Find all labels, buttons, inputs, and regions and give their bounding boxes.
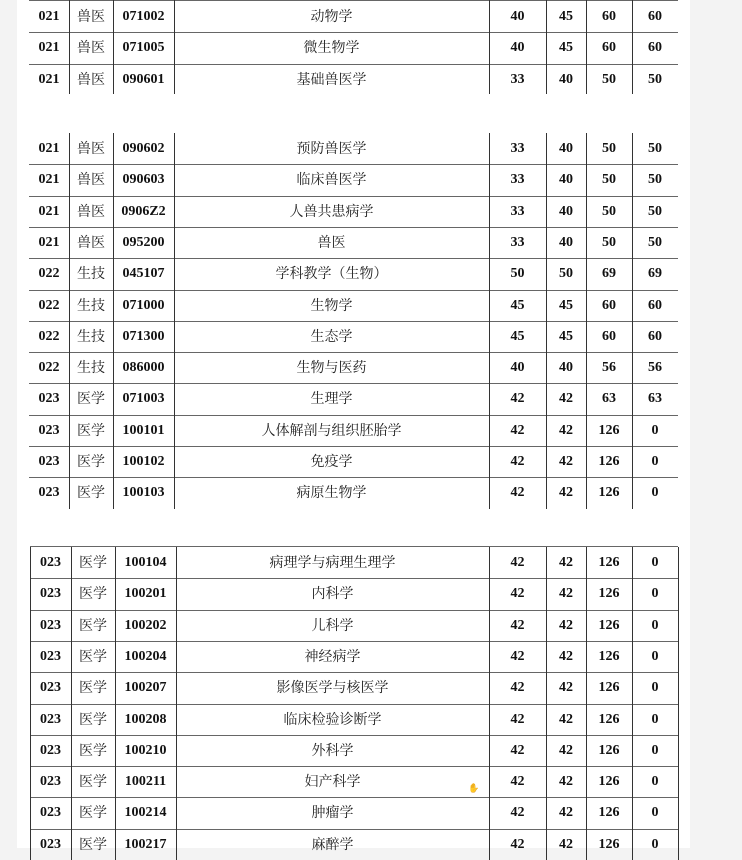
score-cell-1: 33 xyxy=(510,234,525,250)
score-cell-1: 42 xyxy=(510,422,525,438)
major-name-cell: 影像医学与核医学 xyxy=(276,679,389,696)
score-cell-2: 42 xyxy=(559,804,573,820)
score-cell-4: 0 xyxy=(651,453,659,469)
major-name-cell: 麻醉学 xyxy=(311,836,354,853)
table-row xyxy=(17,196,690,227)
score-cell-4: 0 xyxy=(651,422,659,438)
major-name-cell: 病理学与病理生理学 xyxy=(269,554,396,571)
score-cell-3: 50 xyxy=(602,71,616,87)
table-row xyxy=(17,415,690,446)
major-code-cell: 100207 xyxy=(124,679,167,695)
table-row xyxy=(17,64,690,95)
score-cell-4: 50 xyxy=(648,140,662,156)
dept-name-cell: 生技 xyxy=(77,297,105,314)
score-cell-1: 40 xyxy=(510,359,525,375)
dept-name-cell: 医学 xyxy=(79,711,107,728)
major-code-cell: 086000 xyxy=(122,359,165,375)
score-cell-4: 0 xyxy=(651,585,659,601)
major-name-cell: 妇产科学 xyxy=(304,773,361,790)
major-code-cell: 100204 xyxy=(124,648,167,664)
score-cell-4: 0 xyxy=(651,648,659,664)
table-section-2 xyxy=(17,133,690,509)
score-cell-1: 40 xyxy=(510,8,525,24)
table-row xyxy=(17,1,690,32)
score-cell-1: 42 xyxy=(510,711,525,727)
dept-code-cell: 021 xyxy=(38,171,60,187)
dept-code-cell: 023 xyxy=(40,804,61,820)
score-cell-1: 42 xyxy=(510,648,525,664)
dept-code-cell: 023 xyxy=(40,742,61,758)
major-code-cell: 100103 xyxy=(122,484,165,500)
table-row xyxy=(17,641,690,672)
dept-name-cell: 兽医 xyxy=(77,171,105,188)
major-name-cell: 生态学 xyxy=(310,328,353,345)
dept-code-cell: 022 xyxy=(38,359,60,375)
table-row xyxy=(17,547,690,578)
score-cell-2: 45 xyxy=(559,39,573,55)
score-cell-4: 0 xyxy=(651,484,659,500)
major-name-cell: 儿科学 xyxy=(311,617,354,634)
score-cell-3: 126 xyxy=(598,617,620,633)
dept-code-cell: 023 xyxy=(38,453,60,469)
dept-code-cell: 023 xyxy=(40,773,61,789)
major-code-cell: 071300 xyxy=(122,328,165,344)
score-cell-2: 50 xyxy=(559,265,573,281)
score-cell-4: 50 xyxy=(648,71,662,87)
table-row xyxy=(17,766,690,797)
major-name-cell: 生物与医药 xyxy=(296,359,367,376)
score-cell-2: 45 xyxy=(559,297,573,313)
dept-name-cell: 医学 xyxy=(77,453,105,470)
table-row xyxy=(17,797,690,828)
major-code-cell: 071000 xyxy=(122,297,165,313)
score-cell-2: 40 xyxy=(559,359,573,375)
score-cell-4: 0 xyxy=(651,836,659,852)
major-name-cell: 基础兽医学 xyxy=(296,71,367,88)
dept-code-cell: 023 xyxy=(40,836,61,852)
score-cell-1: 40 xyxy=(510,39,525,55)
dept-name-cell: 医学 xyxy=(79,804,107,821)
dept-code-cell: 021 xyxy=(38,140,60,156)
major-name-cell: 病原生物学 xyxy=(296,484,367,501)
major-name-cell: 临床检验诊断学 xyxy=(283,711,382,728)
dept-name-cell: 兽医 xyxy=(77,8,105,25)
score-cell-2: 42 xyxy=(559,585,573,601)
score-cell-2: 40 xyxy=(559,234,573,250)
score-cell-1: 42 xyxy=(510,679,525,695)
score-cell-2: 40 xyxy=(559,203,573,219)
dept-name-cell: 医学 xyxy=(79,648,107,665)
score-cell-1: 42 xyxy=(510,742,525,758)
score-cell-4: 0 xyxy=(651,617,659,633)
score-cell-1: 33 xyxy=(510,171,525,187)
major-code-cell: 071003 xyxy=(122,390,165,406)
score-cell-3: 126 xyxy=(598,453,620,469)
score-cell-2: 42 xyxy=(559,679,573,695)
major-code-cell: 095200 xyxy=(122,234,165,250)
table-row xyxy=(17,735,690,766)
score-cell-4: 0 xyxy=(651,773,659,789)
major-name-cell: 外科学 xyxy=(311,742,354,759)
dept-name-cell: 兽医 xyxy=(77,71,105,88)
dept-name-cell: 生技 xyxy=(77,359,105,376)
dept-code-cell: 023 xyxy=(40,554,61,570)
dept-name-cell: 医学 xyxy=(77,484,105,501)
score-cell-3: 60 xyxy=(602,39,616,55)
table-row xyxy=(17,578,690,609)
table-section-1 xyxy=(17,1,690,95)
table-row xyxy=(17,446,690,477)
score-cell-3: 50 xyxy=(602,140,616,156)
table-row xyxy=(17,704,690,735)
score-cell-3: 63 xyxy=(602,390,616,406)
dept-code-cell: 023 xyxy=(38,422,60,438)
score-cell-3: 126 xyxy=(598,554,620,570)
score-cell-3: 126 xyxy=(598,422,620,438)
score-cell-3: 50 xyxy=(602,203,616,219)
score-cell-1: 42 xyxy=(510,390,525,406)
score-cell-1: 42 xyxy=(510,617,525,633)
table-row xyxy=(17,321,690,352)
dept-code-cell: 023 xyxy=(38,484,60,500)
score-cell-2: 42 xyxy=(559,617,573,633)
score-cell-1: 33 xyxy=(510,71,525,87)
document-page xyxy=(17,0,690,853)
score-cell-2: 42 xyxy=(559,711,573,727)
score-cell-4: 0 xyxy=(651,742,659,758)
score-cell-2: 42 xyxy=(559,742,573,758)
dept-code-cell: 021 xyxy=(38,8,60,24)
score-cell-4: 50 xyxy=(648,203,662,219)
dept-code-cell: 022 xyxy=(38,297,60,313)
dept-code-cell: 021 xyxy=(38,39,60,55)
score-cell-3: 126 xyxy=(598,585,620,601)
table-row xyxy=(17,32,690,63)
major-code-cell: 0906Z2 xyxy=(121,203,166,219)
dept-name-cell: 医学 xyxy=(79,617,107,634)
score-cell-4: 0 xyxy=(651,711,659,727)
table-section-3 xyxy=(17,547,690,860)
major-code-cell: 100104 xyxy=(124,554,167,570)
dept-code-cell: 021 xyxy=(38,71,60,87)
major-code-cell: 100208 xyxy=(124,711,167,727)
table-row xyxy=(17,290,690,321)
major-code-cell: 100210 xyxy=(124,742,167,758)
score-cell-3: 126 xyxy=(598,711,620,727)
dept-name-cell: 医学 xyxy=(79,742,107,759)
score-cell-2: 42 xyxy=(559,773,573,789)
dept-code-cell: 023 xyxy=(40,679,61,695)
major-code-cell: 100102 xyxy=(122,453,165,469)
major-code-cell: 071005 xyxy=(122,39,165,55)
major-name-cell: 肿瘤学 xyxy=(311,804,354,821)
score-cell-1: 42 xyxy=(510,554,525,570)
table-row xyxy=(17,227,690,258)
dept-name-cell: 医学 xyxy=(79,836,107,853)
major-code-cell: 090602 xyxy=(122,140,165,156)
dept-name-cell: 生技 xyxy=(77,328,105,345)
score-cell-1: 45 xyxy=(510,297,525,313)
score-cell-3: 126 xyxy=(598,836,620,852)
major-code-cell: 100217 xyxy=(124,836,167,852)
score-cell-2: 42 xyxy=(559,836,573,852)
major-name-cell: 神经病学 xyxy=(304,648,361,665)
dept-name-cell: 医学 xyxy=(79,554,107,571)
dept-name-cell: 兽医 xyxy=(77,140,105,157)
table-row xyxy=(17,829,690,860)
score-cell-3: 126 xyxy=(598,804,620,820)
score-cell-2: 45 xyxy=(559,8,573,24)
table-row xyxy=(17,477,690,508)
table-row xyxy=(17,383,690,414)
score-cell-2: 40 xyxy=(559,71,573,87)
score-cell-4: 56 xyxy=(648,359,662,375)
major-name-cell: 人体解剖与组织胚胎学 xyxy=(261,422,402,439)
table-row xyxy=(17,672,690,703)
score-cell-2: 42 xyxy=(559,453,573,469)
dept-name-cell: 医学 xyxy=(77,390,105,407)
major-name-cell: 内科学 xyxy=(311,585,354,602)
score-cell-4: 60 xyxy=(648,328,662,344)
dept-code-cell: 022 xyxy=(38,265,60,281)
score-cell-2: 40 xyxy=(559,171,573,187)
major-code-cell: 100101 xyxy=(122,422,165,438)
score-cell-1: 42 xyxy=(510,804,525,820)
score-cell-1: 50 xyxy=(510,265,525,281)
score-cell-2: 45 xyxy=(559,328,573,344)
dept-code-cell: 023 xyxy=(40,585,61,601)
major-code-cell: 100201 xyxy=(124,585,167,601)
table-row xyxy=(17,610,690,641)
major-code-cell: 100211 xyxy=(124,773,167,789)
score-cell-4: 0 xyxy=(651,804,659,820)
major-name-cell: 免疫学 xyxy=(310,453,353,470)
score-cell-3: 60 xyxy=(602,297,616,313)
score-cell-3: 126 xyxy=(598,742,620,758)
score-cell-3: 69 xyxy=(602,265,616,281)
score-cell-3: 56 xyxy=(602,359,616,375)
score-cell-3: 60 xyxy=(602,8,616,24)
score-cell-3: 50 xyxy=(602,234,616,250)
dept-name-cell: 医学 xyxy=(79,773,107,790)
score-cell-3: 126 xyxy=(598,773,620,789)
dept-code-cell: 023 xyxy=(40,617,61,633)
score-cell-1: 45 xyxy=(510,328,525,344)
score-cell-3: 50 xyxy=(602,171,616,187)
major-name-cell: 动物学 xyxy=(310,8,353,25)
dept-code-cell: 021 xyxy=(38,234,60,250)
major-code-cell: 045107 xyxy=(122,265,165,281)
score-cell-4: 0 xyxy=(651,679,659,695)
table-row xyxy=(17,352,690,383)
major-name-cell: 生理学 xyxy=(310,390,353,407)
score-cell-4: 50 xyxy=(648,234,662,250)
score-cell-1: 42 xyxy=(510,484,525,500)
score-cell-4: 69 xyxy=(648,265,662,281)
major-name-cell: 兽医 xyxy=(317,234,346,251)
dept-name-cell: 医学 xyxy=(79,585,107,602)
major-code-cell: 100214 xyxy=(124,804,167,820)
score-cell-1: 33 xyxy=(510,140,525,156)
dept-name-cell: 兽医 xyxy=(77,39,105,56)
table-row xyxy=(17,133,690,164)
major-name-cell: 预防兽医学 xyxy=(296,140,367,157)
score-cell-2: 42 xyxy=(559,648,573,664)
score-cell-4: 60 xyxy=(648,8,662,24)
dept-code-cell: 023 xyxy=(40,711,61,727)
score-cell-3: 126 xyxy=(598,484,620,500)
score-cell-4: 50 xyxy=(648,171,662,187)
score-cell-3: 126 xyxy=(598,679,620,695)
score-cell-2: 40 xyxy=(559,140,573,156)
major-code-cell: 071002 xyxy=(122,8,165,24)
major-code-cell: 090601 xyxy=(122,71,165,87)
score-cell-3: 126 xyxy=(598,648,620,664)
major-name-cell: 学科教学（生物） xyxy=(275,265,388,282)
dept-name-cell: 生技 xyxy=(77,265,105,282)
major-name-cell: 临床兽医学 xyxy=(296,171,367,188)
score-cell-2: 42 xyxy=(559,484,573,500)
major-name-cell: 人兽共患病学 xyxy=(289,203,374,220)
dept-name-cell: 兽医 xyxy=(77,203,105,220)
score-cell-1: 42 xyxy=(510,585,525,601)
table-row xyxy=(17,164,690,195)
major-name-cell: 生物学 xyxy=(310,297,353,314)
score-cell-1: 42 xyxy=(510,453,525,469)
dept-code-cell: 023 xyxy=(38,390,60,406)
score-cell-4: 60 xyxy=(648,297,662,313)
dept-name-cell: 医学 xyxy=(77,422,105,439)
score-cell-1: 33 xyxy=(510,203,525,219)
score-cell-2: 42 xyxy=(559,422,573,438)
score-cell-3: 60 xyxy=(602,328,616,344)
major-name-cell: 微生物学 xyxy=(303,39,360,56)
score-cell-4: 0 xyxy=(651,554,659,570)
hand-cursor-icon: ✋ xyxy=(468,783,480,793)
dept-name-cell: 医学 xyxy=(79,679,107,696)
major-code-cell: 100202 xyxy=(124,617,167,633)
dept-code-cell: 022 xyxy=(38,328,60,344)
score-cell-1: 42 xyxy=(510,773,525,789)
dept-name-cell: 兽医 xyxy=(77,234,105,251)
score-cell-4: 63 xyxy=(648,390,662,406)
score-cell-2: 42 xyxy=(559,554,573,570)
dept-code-cell: 023 xyxy=(40,648,61,664)
score-cell-2: 42 xyxy=(559,390,573,406)
table-row xyxy=(17,258,690,289)
score-cell-1: 42 xyxy=(510,836,525,852)
dept-code-cell: 021 xyxy=(38,203,60,219)
major-code-cell: 090603 xyxy=(122,171,165,187)
score-cell-4: 60 xyxy=(648,39,662,55)
